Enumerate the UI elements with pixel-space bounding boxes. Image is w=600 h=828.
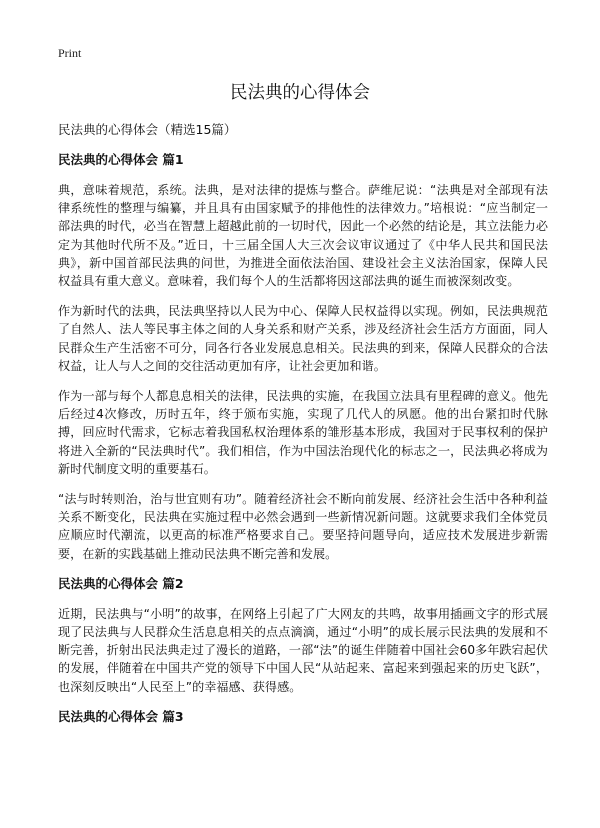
section-heading-1: 民法典的心得体会 篇1 (58, 152, 184, 167)
paragraph: 作为一部与每个人都息息相关的法律，民法典的实施，在我国立法具有里程碑的意义。他先后经过4次修改，历时五年，终于颁布实施，实现了几代人的夙愿。他的出台紧扣时代脉搏，回应时代需求，它标志着我国私权治理体系的雏形基本形成，我国对于民事权利的保护将进入全新的“民法典时代”。我们相信，作为中国法治现代化的标志之一，民法典必将成为新时代制度文明的重要基石。 (58, 389, 548, 476)
section-heading-2: 民法典的心得体会 篇2 (58, 575, 184, 591)
document-body (58, 121, 548, 738)
paragraph: “法与时转则治，治与世宜则有功”。随着经济社会不断向前发展、经济社会生活中各种利益关系不断变化，民法典在实施过程中必然会遇到一些新情况新问题。这就要求我们全体党员应顺应时代潮流，以更高的标准严格要求自己。要坚持问题导向，适应技术发展进步新需要，在新的实践基础上推动民法典不断完善和发展。 (58, 492, 548, 561)
document-subtitle: 民法典的心得体会（精选15篇） (58, 122, 237, 137)
page-title: 民法典的心得体会 (230, 83, 370, 103)
paragraph: 典，意味着规范，系统。法典，是对法律的提炼与整合。萨维尼说：“法典是对全部现有法律系统性的整理与编纂，并且具有由国家赋予的排他性的法律效力。”培根说：“应当制定一部法典的时代，必当在智慧上超越此前的一切时代，因此一个必然的结论是，其立法能力必定为其他时代所不及。”近日，十三届全国人大三次会议审议通过了《中华人民共和国民法典》，新中国首部民法典的问世，为推进全面依法治国、建设社会主义法治国家，保障人民权益具有重大意义。意味着，我们每个人的生活都将因这部法典的诞生而被深刻改变。 (58, 183, 548, 289)
paragraph: 作为新时代的法典，民法典坚持以人民为中心、保障人民权益得以实现。例如，民法典规范了自然人、法人等民事主体之间的人身关系和财产关系，涉及经济社会生活方方面面，同人民群众生产生活密不可分，同各行各业发展息息相关。民法典的到来，保障人民群众的合法权益，让人与人之间的交往活动更加有序，让社会更加和谐。 (58, 304, 548, 373)
paragraph: 近期，民法典与“小明”的故事，在网络上引起了广大网友的共鸣，故事用插画文字的形式展现了民法典与人民群众生活息息相关的点点滴滴，通过“小明”的成长展示民法典的发展和不断完善，折射出民法典走过了漫长的道路，一部“法”的诞生伴随着中国社会60多年跌宕起伏的发展，伴随着在中国共产党的领导下中国人民“从站起来、富起来到强起来的历史飞跃”，也深刻反映出“人民至上”的幸福感、获得感。 (58, 606, 548, 694)
section-heading-3: 民法典的心得体会 篇3 (58, 708, 184, 724)
print-link[interactable]: Print (58, 46, 82, 60)
